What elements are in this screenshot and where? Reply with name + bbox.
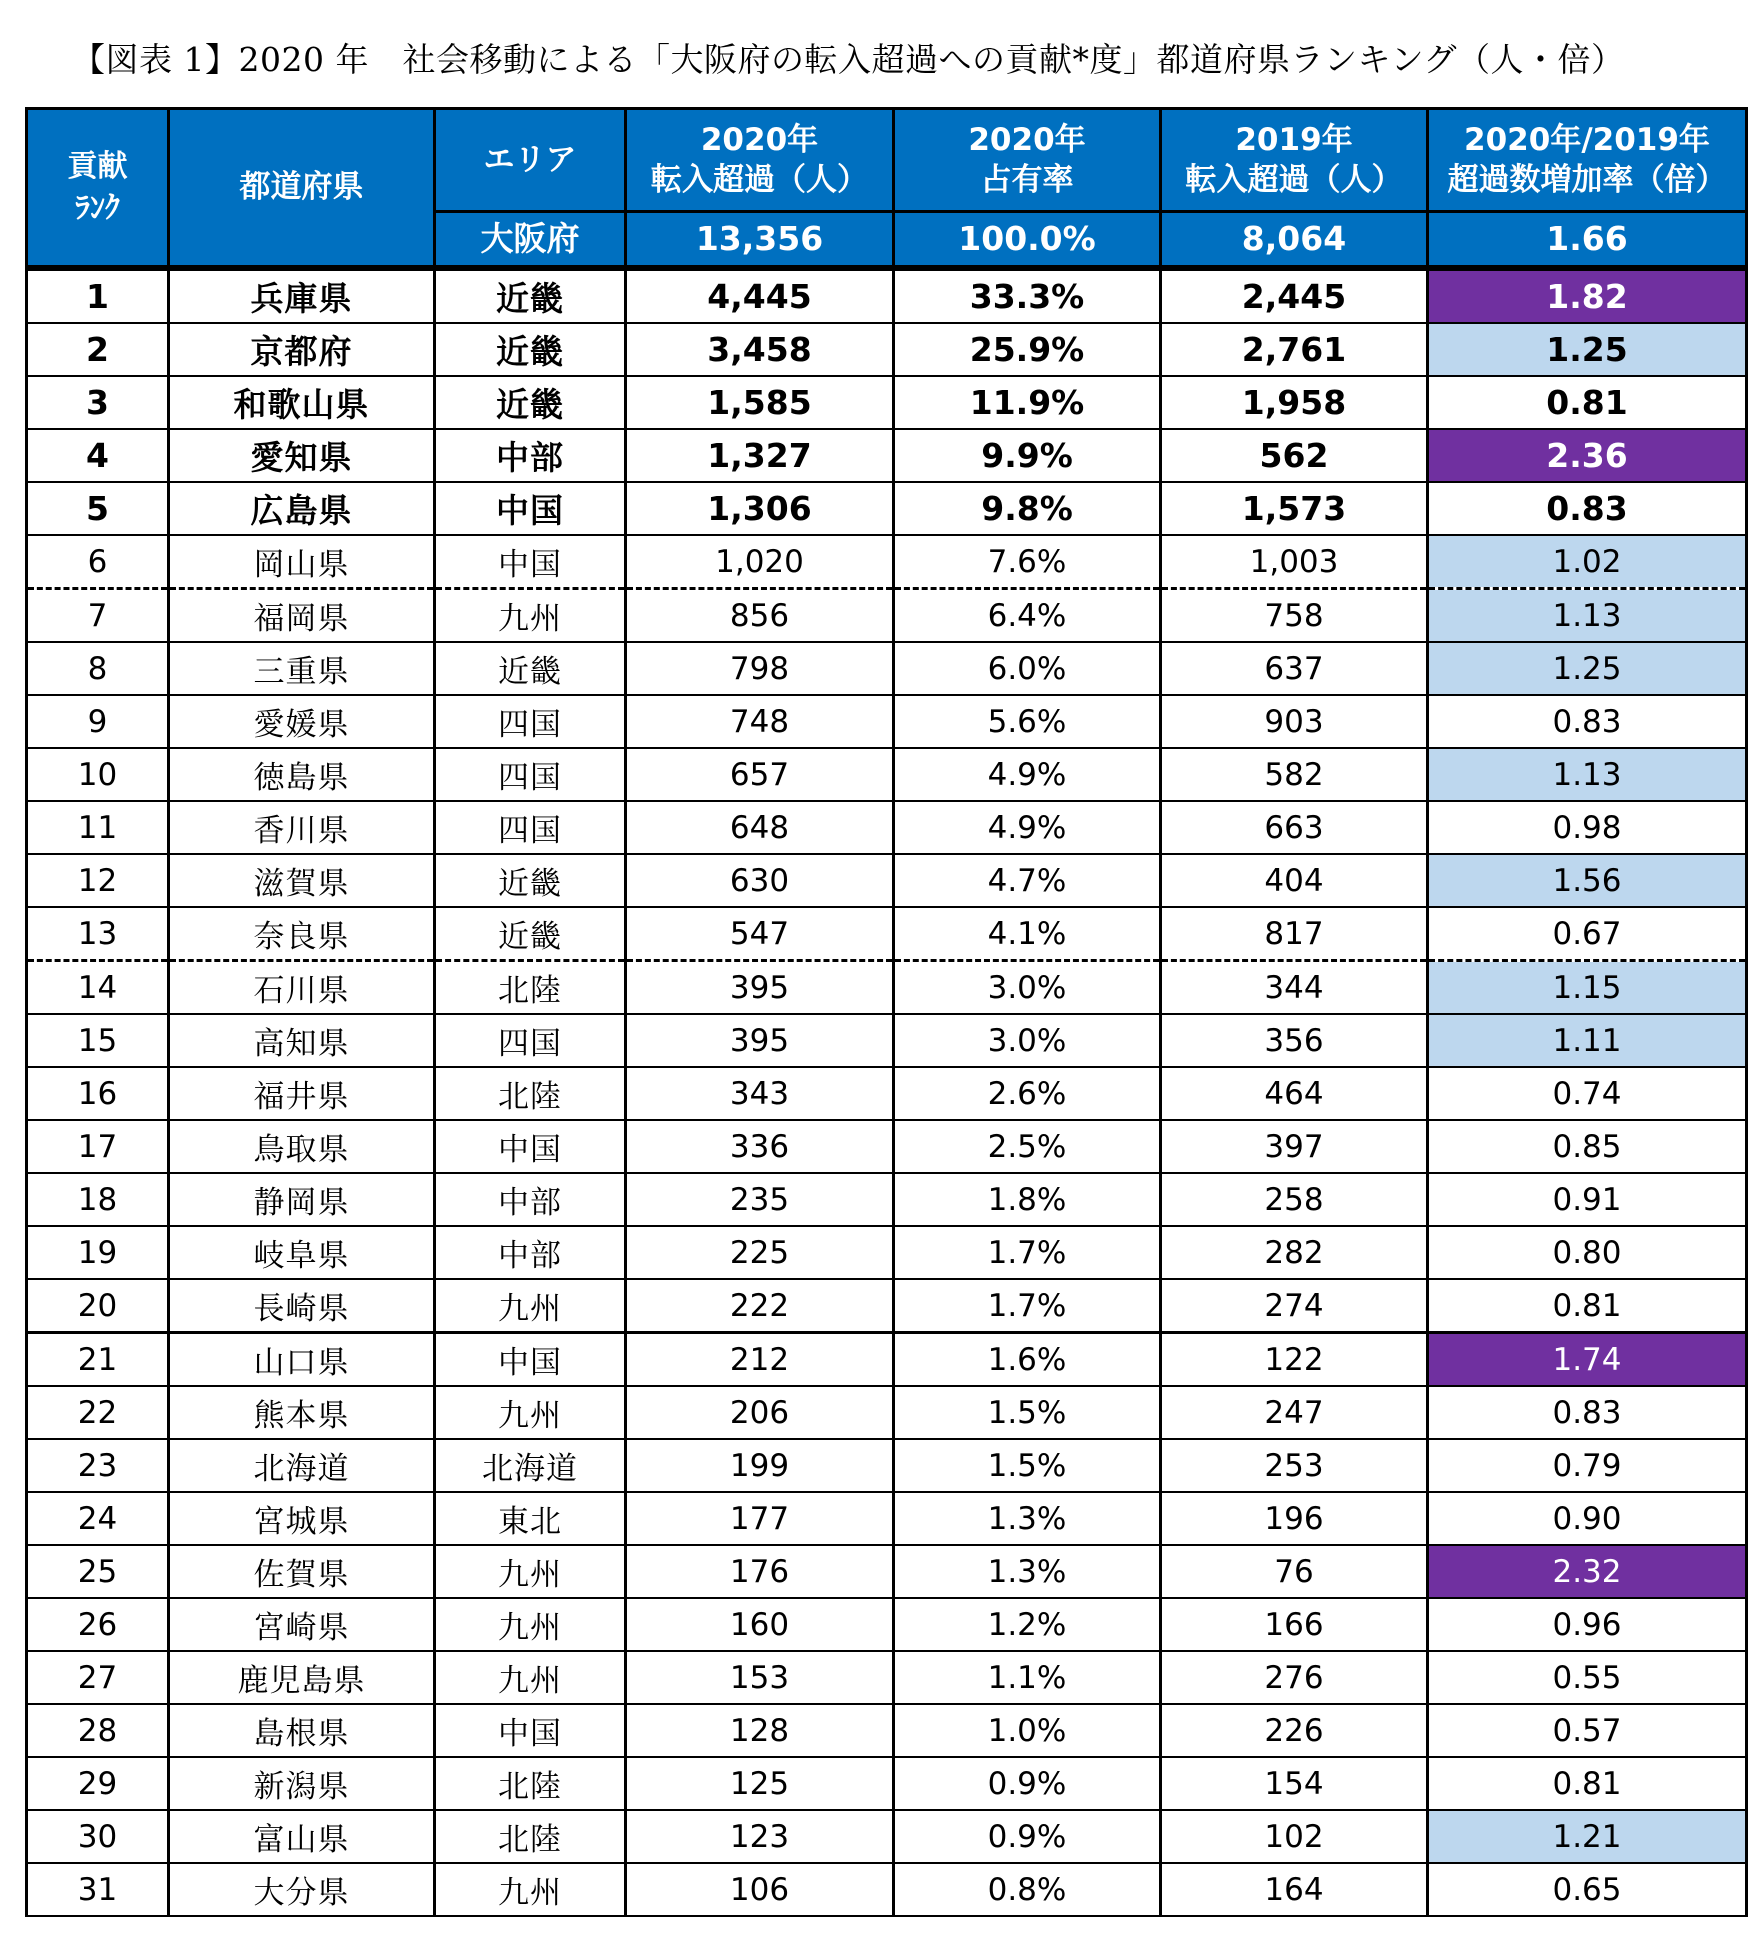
rank-cell: 10 bbox=[27, 748, 169, 801]
rank-cell: 8 bbox=[27, 642, 169, 695]
area-cell: 九州 bbox=[435, 1386, 626, 1439]
rank-cell: 5 bbox=[27, 482, 169, 535]
header-in2019-line1: 2019年 bbox=[1235, 121, 1353, 158]
prefecture-cell: 福岡県 bbox=[169, 589, 435, 643]
rank-cell: 6 bbox=[27, 535, 169, 589]
area-cell: 九州 bbox=[435, 1651, 626, 1704]
share-cell: 1.8% bbox=[894, 1173, 1161, 1226]
in2019-cell: 903 bbox=[1161, 695, 1428, 748]
in2020-cell: 106 bbox=[626, 1863, 894, 1916]
header-ratio-line1: 2020年/2019年 bbox=[1464, 121, 1710, 158]
in2020-cell: 123 bbox=[626, 1810, 894, 1863]
in2019-cell: 276 bbox=[1161, 1651, 1428, 1704]
in2019-cell: 258 bbox=[1161, 1173, 1428, 1226]
area-cell: 北陸 bbox=[435, 1757, 626, 1810]
prefecture-cell: 宮城県 bbox=[169, 1492, 435, 1545]
share-cell: 0.9% bbox=[894, 1757, 1161, 1810]
rank-cell: 13 bbox=[27, 907, 169, 961]
area-cell: 四国 bbox=[435, 748, 626, 801]
prefecture-cell: 鳥取県 bbox=[169, 1120, 435, 1173]
in2020-cell: 153 bbox=[626, 1651, 894, 1704]
area-cell: 中国 bbox=[435, 482, 626, 535]
prefecture-cell: 鹿児島県 bbox=[169, 1651, 435, 1704]
in2019-cell: 356 bbox=[1161, 1014, 1428, 1067]
in2019-cell: 154 bbox=[1161, 1757, 1428, 1810]
share-cell: 1.1% bbox=[894, 1651, 1161, 1704]
area-cell: 九州 bbox=[435, 589, 626, 643]
prefecture-cell: 宮崎県 bbox=[169, 1598, 435, 1651]
in2020-cell: 160 bbox=[626, 1598, 894, 1651]
prefecture-cell: 熊本県 bbox=[169, 1386, 435, 1439]
in2020-cell: 336 bbox=[626, 1120, 894, 1173]
prefecture-cell: 滋賀県 bbox=[169, 854, 435, 907]
share-cell: 11.9% bbox=[894, 376, 1161, 429]
in2020-cell: 1,585 bbox=[626, 376, 894, 429]
prefecture-cell: 長崎県 bbox=[169, 1279, 435, 1333]
ratio-cell: 1.56 bbox=[1428, 854, 1747, 907]
table-row bbox=[27, 1386, 1747, 1439]
prefecture-cell: 徳島県 bbox=[169, 748, 435, 801]
area-cell: 近畿 bbox=[435, 907, 626, 961]
table-row bbox=[27, 589, 1747, 643]
share-cell: 1.7% bbox=[894, 1279, 1161, 1333]
prefecture-cell: 京都府 bbox=[169, 323, 435, 376]
ratio-cell: 1.25 bbox=[1428, 642, 1747, 695]
ratio-cell: 0.83 bbox=[1428, 1386, 1747, 1439]
in2019-cell: 663 bbox=[1161, 801, 1428, 854]
share-cell: 0.8% bbox=[894, 1863, 1161, 1916]
ratio-cell: 1.13 bbox=[1428, 589, 1747, 643]
in2019-cell: 562 bbox=[1161, 429, 1428, 482]
share-cell: 7.6% bbox=[894, 535, 1161, 589]
in2019-cell: 282 bbox=[1161, 1226, 1428, 1279]
header-ratio bbox=[1428, 109, 1747, 212]
share-cell: 3.0% bbox=[894, 1014, 1161, 1067]
in2019-cell: 758 bbox=[1161, 589, 1428, 643]
rank-cell: 24 bbox=[27, 1492, 169, 1545]
in2020-cell: 212 bbox=[626, 1333, 894, 1387]
ratio-cell: 0.67 bbox=[1428, 907, 1747, 961]
prefecture-cell: 静岡県 bbox=[169, 1173, 435, 1226]
rank-cell: 22 bbox=[27, 1386, 169, 1439]
rank-cell: 1 bbox=[27, 268, 169, 323]
prefecture-cell: 香川県 bbox=[169, 801, 435, 854]
area-cell: 九州 bbox=[435, 1863, 626, 1916]
in2020-cell: 235 bbox=[626, 1173, 894, 1226]
prefecture-cell: 北海道 bbox=[169, 1439, 435, 1492]
in2020-cell: 395 bbox=[626, 961, 894, 1015]
table-row bbox=[27, 695, 1747, 748]
area-cell: 東北 bbox=[435, 1492, 626, 1545]
area-cell: 中国 bbox=[435, 1333, 626, 1387]
ratio-cell: 0.96 bbox=[1428, 1598, 1747, 1651]
table-row bbox=[27, 1173, 1747, 1226]
area-cell: 九州 bbox=[435, 1545, 626, 1598]
ranking-table bbox=[25, 107, 1748, 1917]
table-row bbox=[27, 1651, 1747, 1704]
in2019-cell: 274 bbox=[1161, 1279, 1428, 1333]
header-area: エリア bbox=[435, 109, 626, 212]
table-row bbox=[27, 482, 1747, 535]
prefecture-cell: 広島県 bbox=[169, 482, 435, 535]
share-cell: 33.3% bbox=[894, 268, 1161, 323]
in2020-cell: 395 bbox=[626, 1014, 894, 1067]
share-cell: 1.5% bbox=[894, 1386, 1161, 1439]
share-cell: 1.3% bbox=[894, 1492, 1161, 1545]
rank-cell: 19 bbox=[27, 1226, 169, 1279]
in2020-cell: 3,458 bbox=[626, 323, 894, 376]
share-cell: 1.6% bbox=[894, 1333, 1161, 1387]
rank-cell: 4 bbox=[27, 429, 169, 482]
prefecture-cell: 福井県 bbox=[169, 1067, 435, 1120]
table-row bbox=[27, 1439, 1747, 1492]
in2019-cell: 247 bbox=[1161, 1386, 1428, 1439]
table-row bbox=[27, 1863, 1747, 1916]
in2019-cell: 1,573 bbox=[1161, 482, 1428, 535]
rank-cell: 31 bbox=[27, 1863, 169, 1916]
ratio-cell: 0.79 bbox=[1428, 1439, 1747, 1492]
area-cell: 中国 bbox=[435, 535, 626, 589]
ratio-cell: 0.80 bbox=[1428, 1226, 1747, 1279]
rank-cell: 26 bbox=[27, 1598, 169, 1651]
in2019-cell: 637 bbox=[1161, 642, 1428, 695]
rank-cell: 23 bbox=[27, 1439, 169, 1492]
table-row bbox=[27, 1810, 1747, 1863]
area-cell: 近畿 bbox=[435, 268, 626, 323]
rank-cell: 2 bbox=[27, 323, 169, 376]
page-title: 【図表 1】2020 年 社会移動による「大阪府の転入超過への貢献*度」都道府県ランキング（人・倍） bbox=[72, 40, 1625, 79]
rank-cell: 21 bbox=[27, 1333, 169, 1387]
table-row bbox=[27, 1067, 1747, 1120]
in2020-cell: 648 bbox=[626, 801, 894, 854]
in2019-cell: 397 bbox=[1161, 1120, 1428, 1173]
rank-cell: 25 bbox=[27, 1545, 169, 1598]
header-rank bbox=[27, 109, 169, 269]
ratio-cell: 1.13 bbox=[1428, 748, 1747, 801]
share-cell: 25.9% bbox=[894, 323, 1161, 376]
in2020-cell: 657 bbox=[626, 748, 894, 801]
prefecture-cell: 愛知県 bbox=[169, 429, 435, 482]
prefecture-cell: 高知県 bbox=[169, 1014, 435, 1067]
ratio-cell: 0.81 bbox=[1428, 1757, 1747, 1810]
header-in2020-line1: 2020年 bbox=[700, 121, 819, 158]
header-rank-line2: ﾗﾝｸ bbox=[75, 190, 120, 226]
osaka-share: 100.0% bbox=[894, 212, 1161, 269]
area-cell: 四国 bbox=[435, 1014, 626, 1067]
in2019-cell: 166 bbox=[1161, 1598, 1428, 1651]
share-cell: 6.4% bbox=[894, 589, 1161, 643]
rank-cell: 28 bbox=[27, 1704, 169, 1757]
ratio-cell: 0.85 bbox=[1428, 1120, 1747, 1173]
header-prefecture: 都道府県 bbox=[169, 109, 435, 269]
in2020-cell: 856 bbox=[626, 589, 894, 643]
table-row bbox=[27, 801, 1747, 854]
in2019-cell: 122 bbox=[1161, 1333, 1428, 1387]
table-row bbox=[27, 642, 1747, 695]
rank-cell: 20 bbox=[27, 1279, 169, 1333]
prefecture-cell: 山口県 bbox=[169, 1333, 435, 1387]
table-row bbox=[27, 1598, 1747, 1651]
osaka-ratio: 1.66 bbox=[1428, 212, 1747, 269]
table-row bbox=[27, 323, 1747, 376]
prefecture-cell: 岐阜県 bbox=[169, 1226, 435, 1279]
rank-cell: 7 bbox=[27, 589, 169, 643]
ratio-cell: 0.90 bbox=[1428, 1492, 1747, 1545]
ratio-cell: 0.83 bbox=[1428, 482, 1747, 535]
rank-cell: 18 bbox=[27, 1173, 169, 1226]
share-cell: 2.5% bbox=[894, 1120, 1161, 1173]
table-row bbox=[27, 1757, 1747, 1810]
prefecture-cell: 石川県 bbox=[169, 961, 435, 1015]
rank-cell: 30 bbox=[27, 1810, 169, 1863]
table-row bbox=[27, 376, 1747, 429]
rank-cell: 3 bbox=[27, 376, 169, 429]
ratio-cell: 2.32 bbox=[1428, 1545, 1747, 1598]
prefecture-cell: 佐賀県 bbox=[169, 1545, 435, 1598]
prefecture-cell: 和歌山県 bbox=[169, 376, 435, 429]
in2020-cell: 206 bbox=[626, 1386, 894, 1439]
ratio-cell: 0.83 bbox=[1428, 695, 1747, 748]
in2019-cell: 226 bbox=[1161, 1704, 1428, 1757]
in2019-cell: 582 bbox=[1161, 748, 1428, 801]
share-cell: 0.9% bbox=[894, 1810, 1161, 1863]
rank-cell: 29 bbox=[27, 1757, 169, 1810]
prefecture-cell: 愛媛県 bbox=[169, 695, 435, 748]
in2020-cell: 177 bbox=[626, 1492, 894, 1545]
in2020-cell: 125 bbox=[626, 1757, 894, 1810]
prefecture-cell: 大分県 bbox=[169, 1863, 435, 1916]
in2020-cell: 1,020 bbox=[626, 535, 894, 589]
share-cell: 4.9% bbox=[894, 801, 1161, 854]
area-cell: 中国 bbox=[435, 1120, 626, 1173]
share-cell: 4.7% bbox=[894, 854, 1161, 907]
area-cell: 九州 bbox=[435, 1598, 626, 1651]
share-cell: 4.9% bbox=[894, 748, 1161, 801]
table-row bbox=[27, 268, 1747, 323]
area-cell: 四国 bbox=[435, 695, 626, 748]
share-cell: 1.5% bbox=[894, 1439, 1161, 1492]
share-cell: 6.0% bbox=[894, 642, 1161, 695]
ratio-cell: 0.81 bbox=[1428, 376, 1747, 429]
area-cell: 中国 bbox=[435, 1704, 626, 1757]
header-in2019-line2: 転入超過（人） bbox=[1185, 162, 1403, 198]
header-ratio-line2: 超過数増加率（倍） bbox=[1447, 162, 1727, 198]
prefecture-cell: 岡山県 bbox=[169, 535, 435, 589]
ratio-cell: 0.65 bbox=[1428, 1863, 1747, 1916]
header-in2019 bbox=[1161, 109, 1428, 212]
in2020-cell: 1,327 bbox=[626, 429, 894, 482]
in2019-cell: 253 bbox=[1161, 1439, 1428, 1492]
table-row bbox=[27, 535, 1747, 589]
in2020-cell: 128 bbox=[626, 1704, 894, 1757]
in2019-cell: 102 bbox=[1161, 1810, 1428, 1863]
ratio-cell: 0.98 bbox=[1428, 801, 1747, 854]
in2019-cell: 464 bbox=[1161, 1067, 1428, 1120]
in2019-cell: 344 bbox=[1161, 961, 1428, 1015]
in2020-cell: 1,306 bbox=[626, 482, 894, 535]
in2019-cell: 164 bbox=[1161, 1863, 1428, 1916]
in2020-cell: 630 bbox=[626, 854, 894, 907]
share-cell: 1.0% bbox=[894, 1704, 1161, 1757]
prefecture-cell: 富山県 bbox=[169, 1810, 435, 1863]
rank-cell: 9 bbox=[27, 695, 169, 748]
table-row bbox=[27, 1226, 1747, 1279]
share-cell: 1.3% bbox=[894, 1545, 1161, 1598]
header-in2020 bbox=[626, 109, 894, 212]
in2019-cell: 1,003 bbox=[1161, 535, 1428, 589]
header-share2020-line2: 占有率 bbox=[980, 162, 1074, 198]
in2020-cell: 225 bbox=[626, 1226, 894, 1279]
table-row bbox=[27, 1704, 1747, 1757]
prefecture-cell: 三重県 bbox=[169, 642, 435, 695]
area-cell: 近畿 bbox=[435, 323, 626, 376]
table-row bbox=[27, 429, 1747, 482]
prefecture-cell: 兵庫県 bbox=[169, 268, 435, 323]
in2020-cell: 798 bbox=[626, 642, 894, 695]
in2019-cell: 2,761 bbox=[1161, 323, 1428, 376]
ratio-cell: 0.55 bbox=[1428, 1651, 1747, 1704]
share-cell: 3.0% bbox=[894, 961, 1161, 1015]
area-cell: 中部 bbox=[435, 429, 626, 482]
ratio-cell: 2.36 bbox=[1428, 429, 1747, 482]
rank-cell: 12 bbox=[27, 854, 169, 907]
share-cell: 4.1% bbox=[894, 907, 1161, 961]
header-share2020-line1: 2020年 bbox=[968, 121, 1086, 158]
ratio-cell: 1.21 bbox=[1428, 1810, 1747, 1863]
in2020-cell: 176 bbox=[626, 1545, 894, 1598]
share-cell: 1.2% bbox=[894, 1598, 1161, 1651]
table-row bbox=[27, 748, 1747, 801]
area-cell: 北陸 bbox=[435, 961, 626, 1015]
in2019-cell: 817 bbox=[1161, 907, 1428, 961]
header-in2020-line2: 転入超過（人） bbox=[651, 162, 868, 198]
osaka-in2020: 13,356 bbox=[626, 212, 894, 269]
in2020-cell: 4,445 bbox=[626, 268, 894, 323]
area-cell: 中部 bbox=[435, 1226, 626, 1279]
osaka-in2019: 8,064 bbox=[1161, 212, 1428, 269]
in2020-cell: 222 bbox=[626, 1279, 894, 1333]
osaka-name: 大阪府 bbox=[435, 212, 626, 269]
table-row bbox=[27, 1545, 1747, 1598]
ratio-cell: 0.81 bbox=[1428, 1279, 1747, 1333]
table-row bbox=[27, 961, 1747, 1015]
table-row bbox=[27, 854, 1747, 907]
rank-cell: 15 bbox=[27, 1014, 169, 1067]
rank-cell: 27 bbox=[27, 1651, 169, 1704]
rank-cell: 11 bbox=[27, 801, 169, 854]
area-cell: 近畿 bbox=[435, 642, 626, 695]
area-cell: 北陸 bbox=[435, 1810, 626, 1863]
area-cell: 北海道 bbox=[435, 1439, 626, 1492]
table-row bbox=[27, 1279, 1747, 1333]
area-cell: 近畿 bbox=[435, 854, 626, 907]
header-share2020 bbox=[894, 109, 1161, 212]
ratio-cell: 1.74 bbox=[1428, 1333, 1747, 1387]
share-cell: 9.9% bbox=[894, 429, 1161, 482]
in2020-cell: 547 bbox=[626, 907, 894, 961]
in2020-cell: 748 bbox=[626, 695, 894, 748]
table-row bbox=[27, 1014, 1747, 1067]
table-body bbox=[27, 268, 1747, 1916]
share-cell: 9.8% bbox=[894, 482, 1161, 535]
ratio-cell: 1.25 bbox=[1428, 323, 1747, 376]
in2019-cell: 2,445 bbox=[1161, 268, 1428, 323]
share-cell: 2.6% bbox=[894, 1067, 1161, 1120]
rank-cell: 16 bbox=[27, 1067, 169, 1120]
ratio-cell: 1.02 bbox=[1428, 535, 1747, 589]
area-cell: 四国 bbox=[435, 801, 626, 854]
in2019-cell: 1,958 bbox=[1161, 376, 1428, 429]
in2020-cell: 199 bbox=[626, 1439, 894, 1492]
table-row bbox=[27, 907, 1747, 961]
prefecture-cell: 奈良県 bbox=[169, 907, 435, 961]
ratio-cell: 1.15 bbox=[1428, 961, 1747, 1015]
in2019-cell: 404 bbox=[1161, 854, 1428, 907]
table-row bbox=[27, 1333, 1747, 1387]
ratio-cell: 1.11 bbox=[1428, 1014, 1747, 1067]
in2019-cell: 76 bbox=[1161, 1545, 1428, 1598]
ratio-cell: 0.74 bbox=[1428, 1067, 1747, 1120]
in2020-cell: 343 bbox=[626, 1067, 894, 1120]
rank-cell: 17 bbox=[27, 1120, 169, 1173]
prefecture-cell: 新潟県 bbox=[169, 1757, 435, 1810]
ratio-cell: 0.57 bbox=[1428, 1704, 1747, 1757]
area-cell: 近畿 bbox=[435, 376, 626, 429]
share-cell: 5.6% bbox=[894, 695, 1161, 748]
ratio-cell: 1.82 bbox=[1428, 268, 1747, 323]
ratio-cell: 0.91 bbox=[1428, 1173, 1747, 1226]
rank-cell: 14 bbox=[27, 961, 169, 1015]
prefecture-cell: 島根県 bbox=[169, 1704, 435, 1757]
share-cell: 1.7% bbox=[894, 1226, 1161, 1279]
area-cell: 九州 bbox=[435, 1279, 626, 1333]
header-rank-line1: 貢献 bbox=[67, 148, 128, 184]
area-cell: 北陸 bbox=[435, 1067, 626, 1120]
area-cell: 中部 bbox=[435, 1173, 626, 1226]
in2019-cell: 196 bbox=[1161, 1492, 1428, 1545]
table-row bbox=[27, 1492, 1747, 1545]
table-row bbox=[27, 1120, 1747, 1173]
